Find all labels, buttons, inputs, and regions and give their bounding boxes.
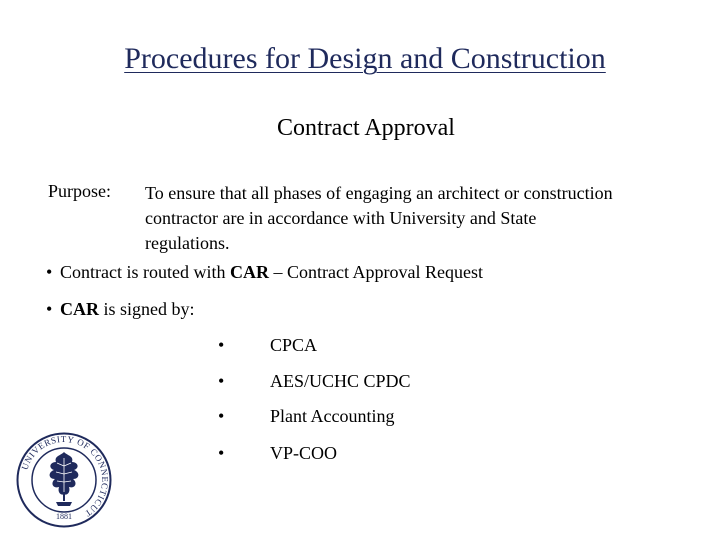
bullet-text: is signed by: <box>99 299 195 319</box>
signer-label: AES/UCHC CPDC <box>270 371 411 391</box>
bullet-marker: • <box>218 406 225 426</box>
bullet-emphasis: CAR <box>229 262 269 282</box>
bullet-marker: • <box>218 335 225 355</box>
bullet-text: Contract is routed with <box>60 262 230 282</box>
bullet-marker: • <box>46 262 53 282</box>
signer-label: VP-COO <box>270 443 338 463</box>
bullet-marker: • <box>218 443 225 463</box>
bullet-car-signed <box>46 299 195 320</box>
signer-label: Plant Accounting <box>270 406 395 426</box>
purpose-text: To ensure that all phases of engaging an architect or construction contractor are in accordance with University and State regulations. <box>145 183 613 253</box>
signer-label: CPCA <box>270 335 318 355</box>
page-title: Procedures for Design and Construction <box>124 42 606 75</box>
page-subtitle: Contract Approval <box>277 115 455 141</box>
bullet-marker: • <box>46 299 53 319</box>
seal-year: 1881 <box>56 512 72 521</box>
bullet-text: – Contract Approval Request <box>268 262 483 282</box>
bullet-marker: • <box>218 371 225 391</box>
bullet-emphasis: CAR <box>60 299 99 319</box>
purpose-label: Purpose: <box>48 181 111 201</box>
svg-text:UNIVERSITY OF CONNECTICUT: UNIVERSITY OF CONNECTICUT <box>19 433 111 519</box>
university-seal-logo <box>16 432 112 528</box>
bullet-contract-routed <box>46 262 483 283</box>
